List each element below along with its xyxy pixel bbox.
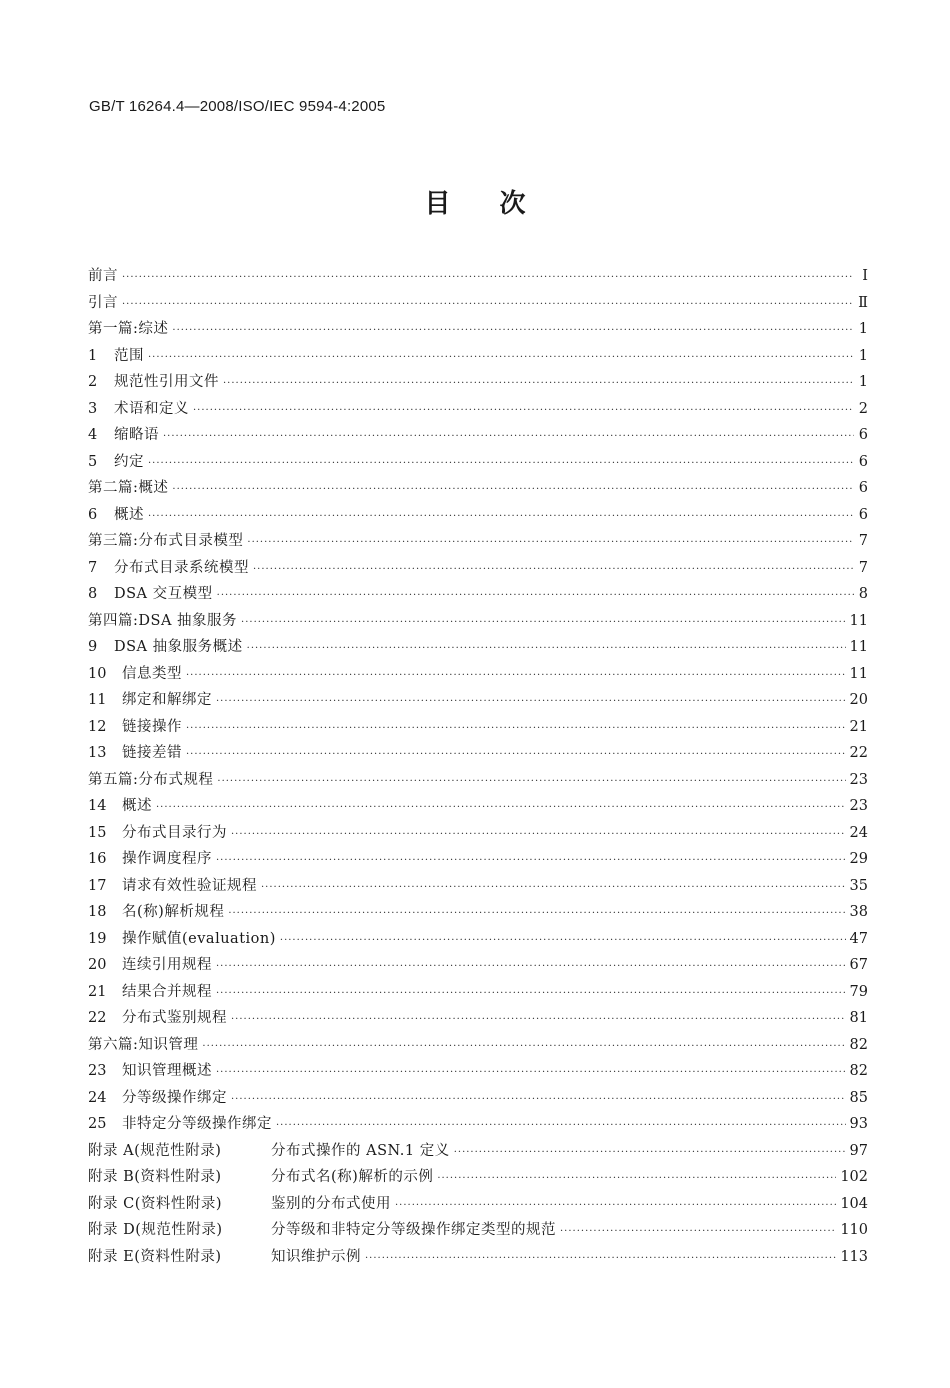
standard-header: GB/T 16264.4—2008/ISO/IEC 9594-4:2005 <box>89 98 386 115</box>
toc-entry-label: DSA 交互模型 <box>114 586 213 602</box>
toc-entry-number: 17 <box>88 877 107 894</box>
toc-entry-page: 21 <box>849 718 868 735</box>
toc-entry-page: 47 <box>849 930 868 947</box>
toc-entry <box>88 449 868 476</box>
toc-entry-page: 81 <box>849 1010 868 1026</box>
title-char-2: 次 <box>499 189 526 219</box>
dot-leader <box>231 1087 846 1114</box>
toc-entry-page: 67 <box>849 957 868 973</box>
toc-entry-number: 10 <box>88 665 107 682</box>
dot-leader <box>163 424 854 451</box>
toc-entry-label: 名(称)解析规程 <box>122 904 225 920</box>
toc-entry-page: Ⅰ <box>862 268 868 284</box>
toc-entry-page: 1 <box>858 374 868 390</box>
toc-entry-number: 7 <box>88 559 98 576</box>
toc-entry <box>88 1058 868 1085</box>
toc-entry-label: 知识管理概述 <box>122 1063 212 1079</box>
appendix-label: 分布式操作的 ASN.1 定义 <box>271 1142 450 1159</box>
toc-appendix-entry <box>88 1244 868 1271</box>
toc-entry-label: 前言 <box>88 268 118 284</box>
toc-entry <box>88 528 868 555</box>
toc-entry <box>88 502 868 529</box>
toc-entry-number: 3 <box>88 400 98 417</box>
toc-entry-page: 93 <box>849 1116 868 1132</box>
dot-leader <box>280 928 846 955</box>
toc-entry-label: 概述 <box>122 798 152 814</box>
toc-entry-label: 第二篇:概述 <box>88 480 169 496</box>
appendix-page: 113 <box>840 1248 868 1265</box>
toc-entry-number: 19 <box>88 930 107 947</box>
appendix-label: 鉴别的分布式使用 <box>271 1195 391 1212</box>
toc-entry-page: 85 <box>849 1089 868 1106</box>
dot-leader <box>186 663 846 690</box>
toc-entry <box>88 952 868 979</box>
appendix-prefix: 附录 E(资料性附录) <box>88 1248 222 1265</box>
dot-leader <box>156 795 846 822</box>
toc-entry-page: 29 <box>849 851 868 867</box>
toc-entry-number: 5 <box>88 453 98 470</box>
toc-entry <box>88 661 868 688</box>
dot-leader <box>148 345 854 372</box>
dot-leader <box>216 1060 846 1087</box>
toc-entry-number: 16 <box>88 851 107 867</box>
dot-leader <box>172 318 854 345</box>
toc-entry-label: 第一篇:综述 <box>88 321 169 337</box>
dot-leader <box>148 451 854 478</box>
dot-leader <box>247 636 846 663</box>
toc-entry <box>88 899 868 926</box>
toc-appendix-entry <box>88 1191 868 1218</box>
dot-leader <box>216 981 846 1008</box>
dot-leader <box>216 689 846 716</box>
toc-entry-page: 6 <box>858 453 868 470</box>
toc-entry-number: 1 <box>88 347 98 364</box>
appendix-prefix: 附录 C(资料性附录) <box>88 1195 223 1212</box>
toc-entry-page: 8 <box>858 586 868 602</box>
toc-entry-label: DSA 抽象服务概述 <box>114 639 243 655</box>
dot-leader <box>186 716 846 743</box>
toc-entry-page: 38 <box>849 904 868 920</box>
dot-leader <box>253 557 854 584</box>
dot-leader <box>202 1034 845 1061</box>
dot-leader <box>261 875 846 902</box>
toc-entry <box>88 555 868 582</box>
toc-entry-page: 11 <box>849 612 868 629</box>
dot-leader <box>217 769 845 796</box>
appendix-prefix: 附录 B(资料性附录) <box>88 1169 222 1185</box>
toc-entry <box>88 687 868 714</box>
appendix-prefix: 附录 A(规范性附录) <box>88 1142 222 1159</box>
toc-entry-number: 25 <box>88 1116 107 1132</box>
toc-entry-number: 24 <box>88 1089 107 1106</box>
toc-entry <box>88 581 868 608</box>
toc-entry-label: 分布式鉴别规程 <box>122 1010 227 1026</box>
toc-entry <box>88 767 868 794</box>
toc-entry-number: 15 <box>88 824 107 841</box>
toc-entry-page: 79 <box>849 983 868 1000</box>
toc-entry-number: 22 <box>88 1010 107 1026</box>
toc-entry <box>88 740 868 767</box>
toc-entry <box>88 608 868 635</box>
toc-entry-label: 操作赋值(evaluation) <box>122 930 276 947</box>
toc-entry-page: Ⅱ <box>858 294 868 311</box>
appendix-label: 知识维护示例 <box>271 1248 361 1265</box>
toc-entry-page: 11 <box>849 665 868 682</box>
toc-entry-number: 23 <box>88 1063 107 1079</box>
toc-entry <box>88 369 868 396</box>
toc-entry-number: 21 <box>88 983 107 1000</box>
dot-leader <box>228 901 845 928</box>
dot-leader <box>241 610 846 637</box>
dot-leader <box>231 1007 846 1034</box>
dot-leader <box>193 398 854 425</box>
toc-entry <box>88 475 868 502</box>
toc-entry <box>88 979 868 1006</box>
toc-entry-page: 7 <box>858 533 868 549</box>
toc-entry-label: 缩略语 <box>114 427 159 443</box>
toc-entry-page: 2 <box>858 400 868 417</box>
toc-entry-page: 82 <box>849 1036 868 1053</box>
toc-entry-page: 1 <box>858 321 868 337</box>
dot-leader <box>276 1113 846 1140</box>
toc-entry-label: 链接操作 <box>122 718 182 735</box>
dot-leader <box>216 848 846 875</box>
appendix-page: 97 <box>849 1142 868 1159</box>
dot-leader <box>395 1193 836 1220</box>
toc-entry-label: 操作调度程序 <box>122 851 212 867</box>
toc-entry-label: 分布式目录系统模型 <box>114 559 249 576</box>
toc-entry-number: 12 <box>88 718 107 735</box>
toc-entry-page: 7 <box>858 559 868 576</box>
toc-entry <box>88 926 868 953</box>
toc-entry <box>88 290 868 317</box>
toc-entry-label: 术语和定义 <box>114 400 189 417</box>
toc-entry-label: 第三篇:分布式目录模型 <box>88 533 244 549</box>
toc-entry-page: 6 <box>858 506 868 523</box>
toc-entry <box>88 316 868 343</box>
appendix-label: 分布式名(称)解析的示例 <box>271 1169 434 1185</box>
toc-entry <box>88 1005 868 1032</box>
dot-leader <box>216 954 846 981</box>
toc-entry-label: 概述 <box>114 506 144 523</box>
toc-entry-number: 20 <box>88 957 107 973</box>
dot-leader <box>365 1246 836 1273</box>
toc-entry-label: 约定 <box>114 453 144 470</box>
dot-leader <box>223 371 854 398</box>
toc-entry-label: 连续引用规程 <box>122 957 212 973</box>
toc-entry <box>88 1111 868 1138</box>
toc-entry-page: 24 <box>849 824 868 841</box>
toc-entry-number: 4 <box>88 427 98 443</box>
dot-leader <box>172 477 854 504</box>
toc-entry-label: 分等级操作绑定 <box>122 1089 227 1106</box>
appendix-page: 104 <box>840 1195 868 1212</box>
toc-entry-page: 82 <box>849 1063 868 1079</box>
toc-entry-number: 13 <box>88 745 107 761</box>
appendix-page: 102 <box>840 1169 868 1185</box>
toc-entry-number: 18 <box>88 904 107 920</box>
toc-entry-label: 引言 <box>88 294 118 311</box>
toc-appendix-entry <box>88 1138 868 1165</box>
dot-leader <box>560 1219 836 1246</box>
dot-leader <box>122 292 854 319</box>
toc-entry-number: 11 <box>88 692 107 708</box>
dot-leader <box>186 742 846 769</box>
toc-entry-page: 20 <box>849 692 868 708</box>
toc-entry-page: 6 <box>858 480 868 496</box>
toc-entry <box>88 343 868 370</box>
table-of-contents <box>88 263 868 1270</box>
toc-entry <box>88 396 868 423</box>
toc-entry-number: 14 <box>88 798 107 814</box>
appendix-page: 110 <box>840 1222 868 1238</box>
appendix-label: 分等级和非特定分等级操作绑定类型的规范 <box>271 1222 556 1238</box>
title-char-1: 目 <box>424 189 451 219</box>
dot-leader <box>437 1166 836 1193</box>
dot-leader <box>231 822 846 849</box>
toc-entry-number: 2 <box>88 374 98 390</box>
toc-entry <box>88 846 868 873</box>
toc-entry-number: 8 <box>88 586 98 602</box>
toc-entry <box>88 1032 868 1059</box>
toc-entry-page: 23 <box>849 771 868 788</box>
dot-leader <box>454 1140 846 1167</box>
page-title <box>0 183 950 220</box>
toc-entry <box>88 714 868 741</box>
toc-entry-label: 信息类型 <box>122 665 182 682</box>
toc-entry-label: 请求有效性验证规程 <box>122 877 257 894</box>
toc-entry-label: 第六篇:知识管理 <box>88 1036 199 1053</box>
toc-entry <box>88 1085 868 1112</box>
toc-entry <box>88 422 868 449</box>
toc-entry-label: 第四篇:DSA 抽象服务 <box>88 612 238 629</box>
toc-entry <box>88 793 868 820</box>
toc-entry-number: 9 <box>88 639 98 655</box>
toc-entry-label: 第五篇:分布式规程 <box>88 771 214 788</box>
toc-entry <box>88 820 868 847</box>
toc-entry <box>88 634 868 661</box>
toc-entry-label: 分布式目录行为 <box>122 824 227 841</box>
toc-entry-number: 6 <box>88 506 98 523</box>
toc-appendix-entry <box>88 1217 868 1244</box>
toc-entry-page: 23 <box>849 798 868 814</box>
toc-entry <box>88 873 868 900</box>
toc-entry-label: 链接差错 <box>122 745 182 761</box>
toc-entry-page: 22 <box>849 745 868 761</box>
toc-entry-page: 1 <box>858 347 868 364</box>
toc-entry-label: 结果合并规程 <box>122 983 212 1000</box>
toc-entry-label: 非特定分等级操作绑定 <box>122 1116 272 1132</box>
dot-leader <box>148 504 854 531</box>
toc-entry-page: 35 <box>849 877 868 894</box>
toc-entry-label: 范围 <box>114 347 144 364</box>
toc-entry <box>88 263 868 290</box>
dot-leader <box>247 530 854 557</box>
toc-entry-page: 11 <box>849 639 868 655</box>
toc-entry-label: 规范性引用文件 <box>114 374 219 390</box>
toc-entry-page: 6 <box>858 427 868 443</box>
dot-leader <box>122 265 854 292</box>
toc-entry-label: 绑定和解绑定 <box>122 692 212 708</box>
dot-leader <box>217 583 854 610</box>
toc-appendix-entry <box>88 1164 868 1191</box>
appendix-prefix: 附录 D(规范性附录) <box>88 1222 223 1238</box>
